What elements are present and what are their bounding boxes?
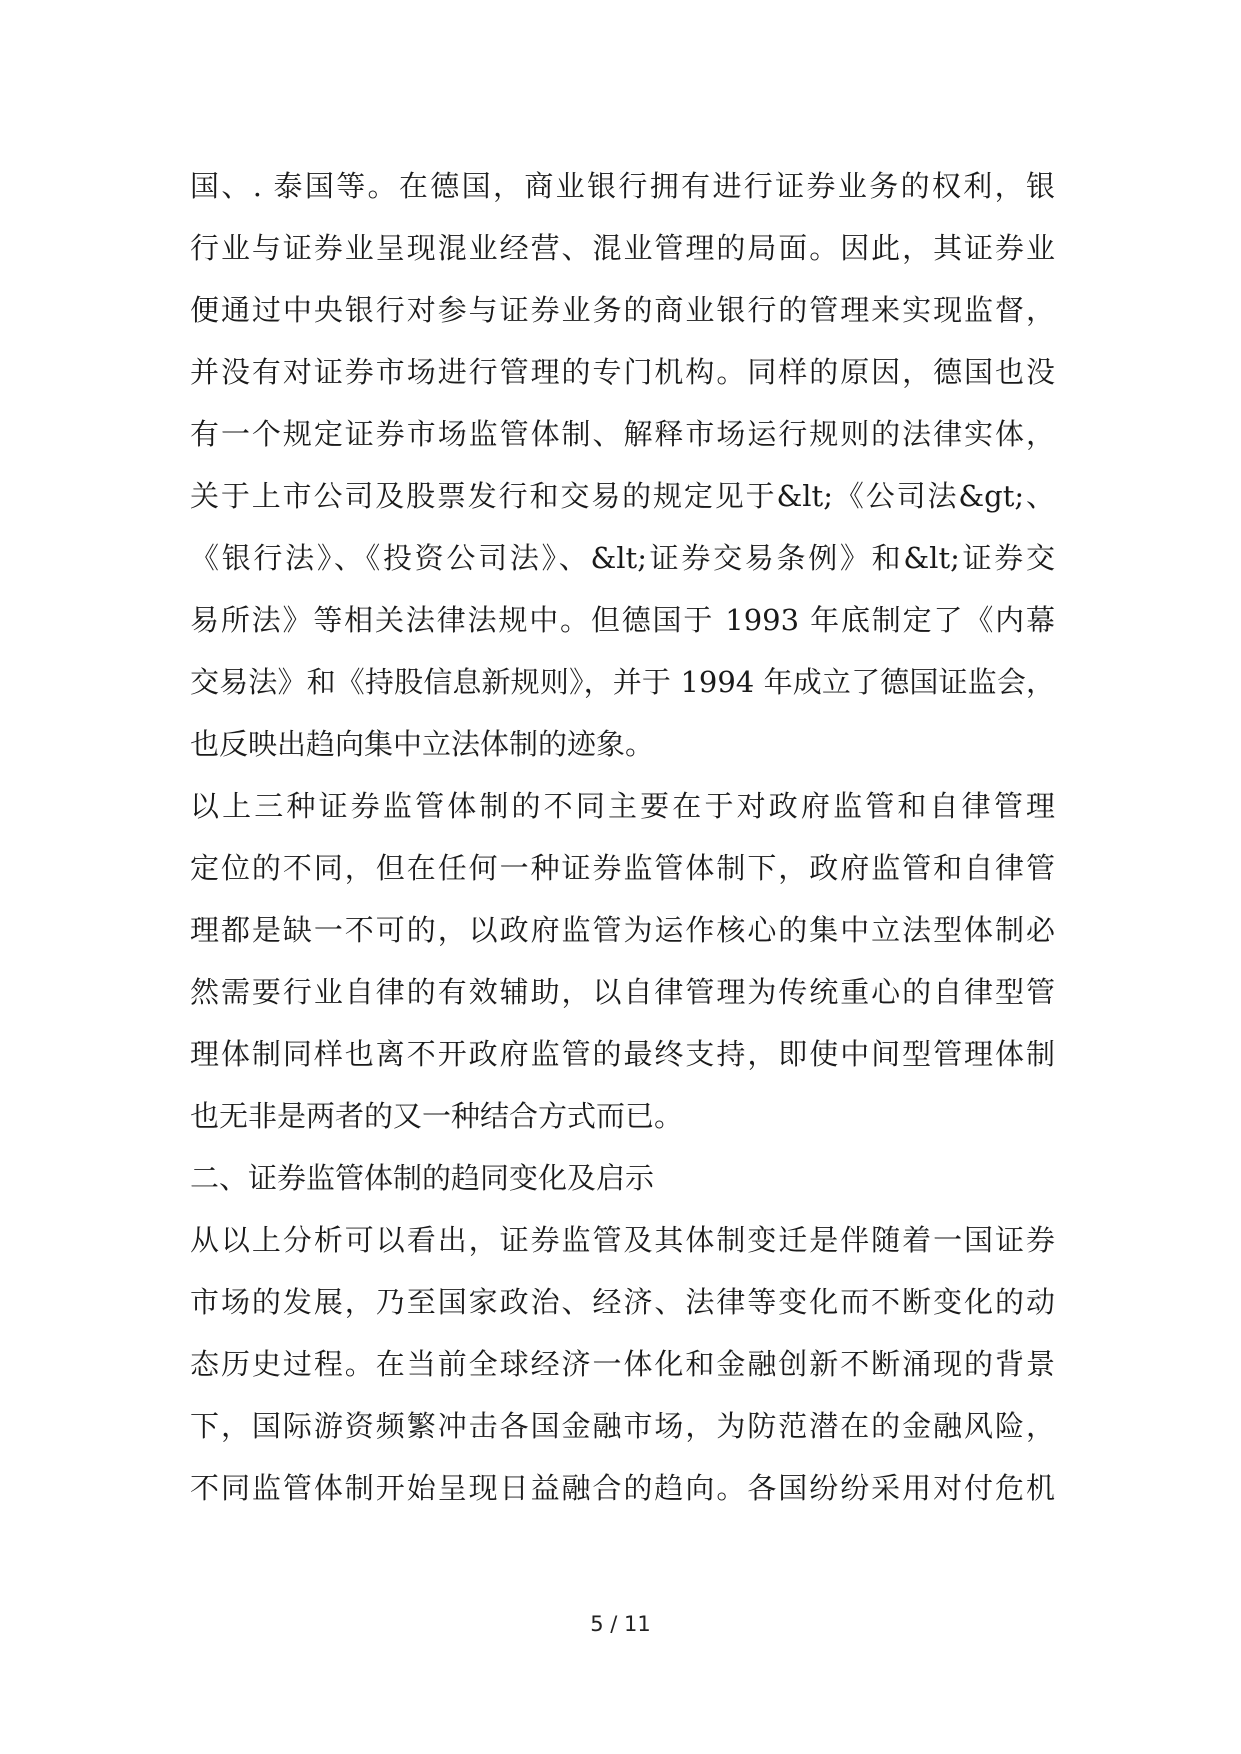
text-line: 国、. 泰国等。在德国，商业银行拥有进行证券业务的权利，银 bbox=[190, 169, 1055, 203]
text-line: 下，国际游资频繁冲击各国金融市场，为防范潜在的金融风险， bbox=[190, 1409, 1055, 1443]
text-line: 不同监管体制开始呈现日益融合的趋向。各国纷纷采用对付危机 bbox=[190, 1471, 1055, 1505]
text-line: 易所法》等相关法律法规中。但德国于 1993 年底制定了《内幕 bbox=[190, 603, 1055, 637]
text-line: 态历史过程。在当前全球经济一体化和金融创新不断涌现的背景 bbox=[190, 1347, 1055, 1381]
text-line: 并没有对证券市场进行管理的专门机构。同样的原因，德国也没 bbox=[190, 355, 1055, 389]
text-line: 定位的不同，但在任何一种证券监管体制下，政府监管和自律管 bbox=[190, 851, 1055, 885]
text-line: 交易法》和《持股信息新规则》，并于 1994 年成立了德国证监会， bbox=[190, 665, 1055, 699]
text-line: 行业与证券业呈现混业经营、混业管理的局面。因此，其证券业 bbox=[190, 231, 1055, 265]
text-line: 《银行法》、《投资公司法》、&lt;证券交易条例》和&lt;证券交 bbox=[190, 541, 1055, 575]
page-number: 5 / 11 bbox=[590, 1612, 651, 1636]
document-body bbox=[190, 155, 1055, 1519]
text-line: 从以上分析可以看出，证券监管及其体制变迁是伴随着一国证券 bbox=[190, 1223, 1055, 1257]
text-line: 关于上市公司及股票发行和交易的规定见于&lt;《公司法&gt;、 bbox=[190, 479, 1055, 513]
text-line: 有一个规定证券市场监管体制、解释市场运行规则的法律实体， bbox=[190, 417, 1055, 451]
text-line: 便通过中央银行对参与证券业务的商业银行的管理来实现监督， bbox=[190, 293, 1055, 327]
text-line: 二、证券监管体制的趋同变化及启示 bbox=[190, 1161, 655, 1195]
text-line: 以上三种证券监管体制的不同主要在于对政府监管和自律管理 bbox=[190, 789, 1055, 823]
text-line: 市场的发展，乃至国家政治、经济、法律等变化而不断变化的动 bbox=[190, 1285, 1055, 1319]
text-line: 然需要行业自律的有效辅助，以自律管理为传统重心的自律型管 bbox=[190, 975, 1055, 1009]
text-line: 也无非是两者的又一种结合方式而已。 bbox=[190, 1099, 684, 1133]
text-line: 理都是缺一不可的，以政府监管为运作核心的集中立法型体制必 bbox=[190, 913, 1055, 947]
text-line: 理体制同样也离不开政府监管的最终支持，即使中间型管理体制 bbox=[190, 1037, 1055, 1071]
text-line: 也反映出趋向集中立法体制的迹象。 bbox=[190, 727, 655, 761]
